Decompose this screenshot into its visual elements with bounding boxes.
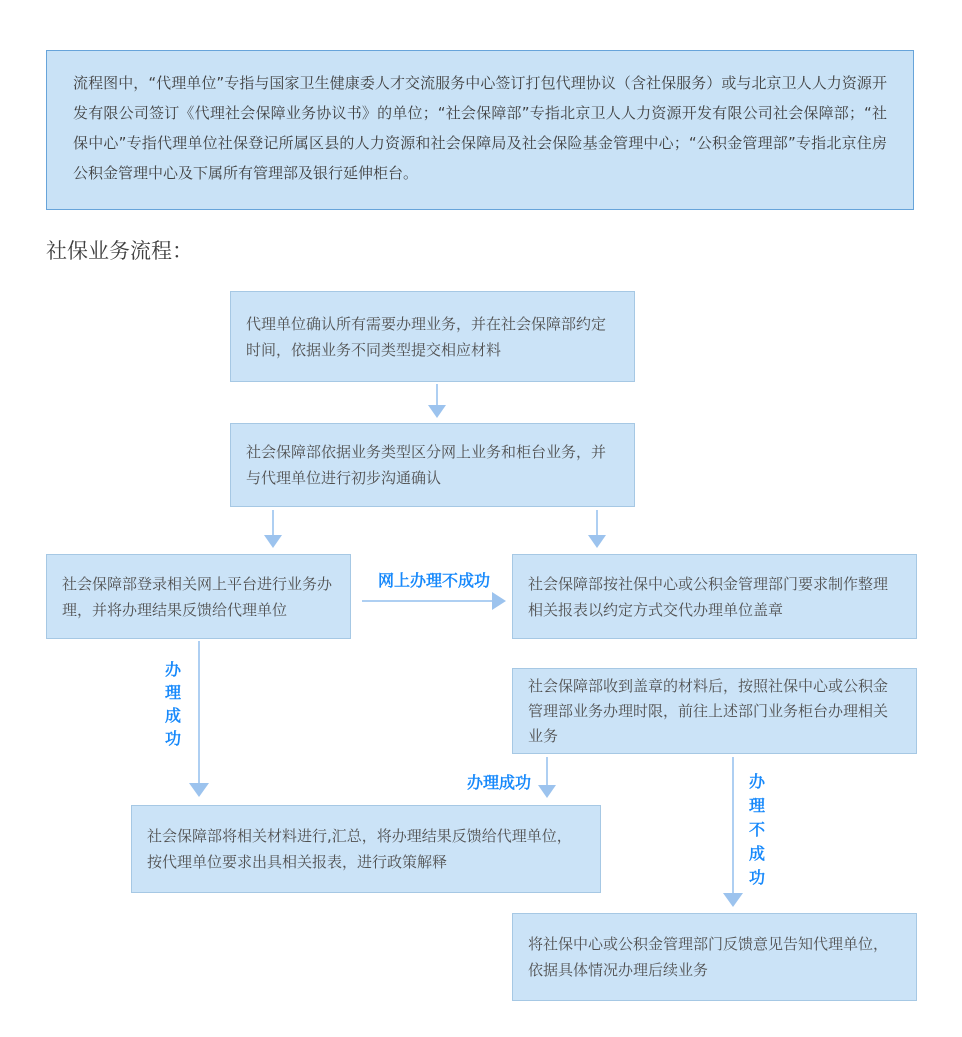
arrow-split-to-reports-line: [596, 510, 598, 535]
arrow-online-fail-head: [492, 592, 506, 610]
node-online-process: [46, 554, 351, 639]
node-prepare-reports: [512, 554, 917, 639]
node-type-split: [230, 423, 635, 507]
node-agent-confirm: [230, 291, 635, 382]
node-summarize-feedback: [131, 805, 601, 893]
arrow-success-left-line: [198, 641, 200, 783]
node-notify-followup: [512, 913, 917, 1001]
arrow-fail-right-head: [723, 893, 743, 907]
arrow-confirm-to-split-line: [436, 384, 438, 405]
edge-label-success-left: 办理成功: [164, 660, 181, 748]
intro-note: 流程图中，“代理单位”专指与国家卫生健康委人才交流服务中心签订打包代理协议（含社保服务）或与北京卫人人力资源开发有限公司签订《代理社会保障业务协议书》的单位；“社会保障部”专指北京卫人人力资源开发有限公司社会保障部；“社保中心”专指代理单位社保登记所属区县的人力资源和社会保障局及社会保险基金管理中心；“公积金管理部”专指北京住房公积金管理中心及下属所有管理部及银行延伸柜台。: [46, 50, 914, 210]
node-agent-confirm-text: 代理单位确认所有需要办理业务，并在社会保障部约定时间，依据业务不同类型提交相应材料: [246, 314, 607, 359]
node-counter-process: [512, 668, 917, 754]
arrow-success-mid-head: [538, 785, 556, 798]
node-type-split-text: 社会保障部依据业务类型区分网上业务和柜台业务，并与代理单位进行初步沟通确认: [246, 443, 607, 487]
edge-label-fail-right: 办理不成功: [748, 772, 765, 887]
arrow-split-to-reports-head: [588, 535, 606, 548]
node-notify-followup-text: 将社保中心或公积金管理部门反馈意见告知代理单位，依据具体情况办理后续业务: [528, 935, 889, 979]
edge-label-success-mid: 办理成功: [466, 773, 531, 792]
edge-label-online-fail: 网上办理不成功: [377, 571, 490, 590]
arrow-split-to-online-line: [272, 510, 274, 535]
arrow-confirm-to-split-head: [428, 405, 446, 418]
arrow-fail-right-line: [732, 757, 734, 893]
arrow-success-left-head: [189, 783, 209, 797]
arrow-split-to-online-head: [264, 535, 282, 548]
node-online-process-text: 社会保障部登录相关网上平台进行业务办理，并将办理结果反馈给代理单位: [62, 574, 333, 619]
arrow-online-fail-line: [362, 600, 492, 602]
section-title: 社保业务流程：: [46, 239, 193, 263]
arrow-success-mid-line: [546, 757, 548, 785]
node-counter-process-text: 社会保障部收到盖章的材料后，按照社保中心或公积金管理部业务办理时限，前往上述部门业务柜台办理相关业务: [528, 676, 889, 745]
node-prepare-reports-text: 社会保障部按社保中心或公积金管理部门要求制作整理相关报表以约定方式交代办理单位盖章: [528, 574, 889, 619]
node-summarize-feedback-text: 社会保障部将相关材料进行,汇总，将办理结果反馈给代理单位，按代理单位要求出具相关报表，进行政策解释: [147, 827, 572, 871]
